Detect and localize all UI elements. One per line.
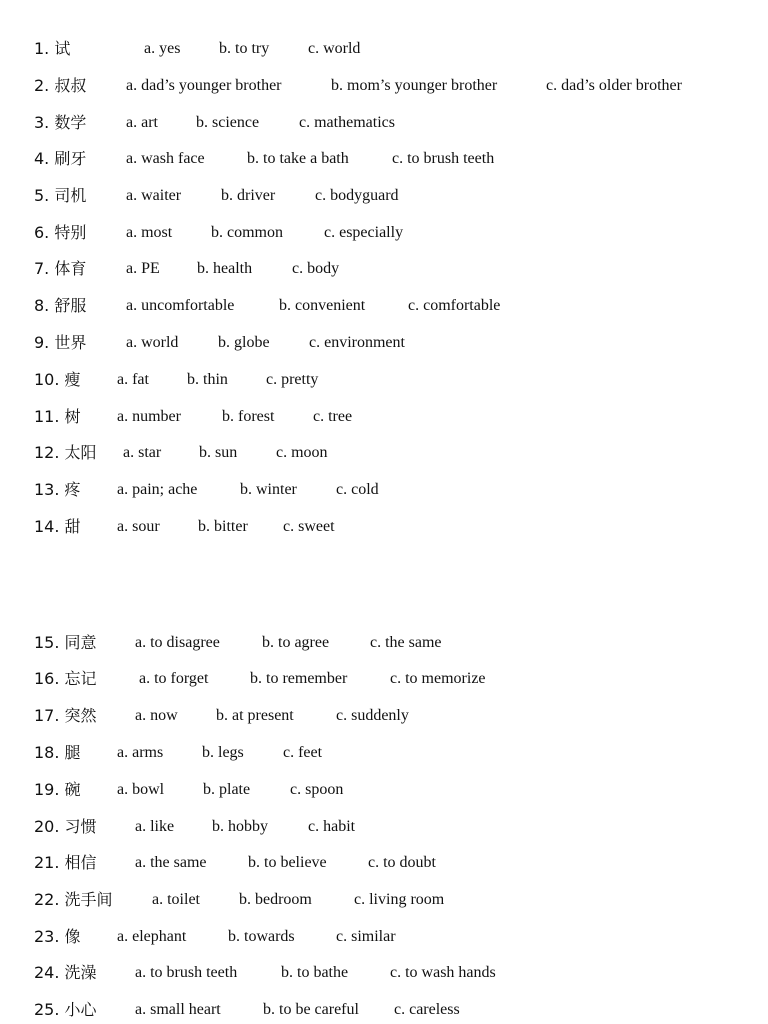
option-c: c. the same: [370, 634, 442, 651]
option-b: b. towards: [228, 928, 295, 945]
question-term: 7. 体育: [34, 259, 87, 278]
option-c: c. to doubt: [368, 854, 436, 871]
option-b: b. sun: [199, 444, 238, 461]
option-c: c. spoon: [290, 781, 344, 798]
question-term: 25. 小心: [34, 1000, 97, 1019]
question-term: 23. 像: [34, 927, 81, 946]
question-term: 10. 瘦: [34, 370, 81, 389]
question-term: 24. 洗澡: [34, 963, 97, 982]
question-term: 6. 特别: [34, 223, 87, 242]
question-term: 2. 叔叔: [34, 76, 87, 95]
option-c: c. to wash hands: [390, 964, 496, 981]
question-term: 18. 腿: [34, 743, 81, 762]
option-c: c. dad’s older brother: [546, 77, 682, 94]
option-c: c. moon: [276, 444, 328, 461]
option-b: b. hobby: [212, 818, 268, 835]
option-c: c. to brush teeth: [392, 150, 495, 167]
option-c: c. cold: [336, 481, 379, 498]
option-c: c. similar: [336, 928, 396, 945]
option-a: a. toilet: [152, 891, 200, 908]
option-b: b. winter: [240, 481, 297, 498]
option-c: c. environment: [309, 334, 405, 351]
option-a: a. small heart: [135, 1001, 221, 1018]
option-c: c. mathematics: [299, 114, 395, 131]
option-b: b. to believe: [248, 854, 327, 871]
option-a: a. to disagree: [135, 634, 220, 651]
option-b: b. bedroom: [239, 891, 312, 908]
option-c: c. to memorize: [390, 670, 486, 687]
option-a: a. world: [126, 334, 179, 351]
option-b: b. mom’s younger brother: [331, 77, 498, 94]
question-term: 5. 司机: [34, 186, 87, 205]
option-c: c. feet: [283, 744, 323, 761]
option-b: b. plate: [203, 781, 251, 798]
option-b: b. science: [196, 114, 260, 131]
option-a: a. star: [123, 444, 162, 461]
option-b: b. to bathe: [281, 964, 349, 981]
question-term: 8. 舒服: [34, 296, 87, 315]
option-a: a. number: [117, 408, 181, 425]
option-a: a. dad’s younger brother: [126, 77, 282, 94]
option-b: b. globe: [218, 334, 270, 351]
option-a: a. yes: [144, 40, 181, 57]
option-a: a. waiter: [126, 187, 182, 204]
option-b: b. to try: [219, 40, 270, 57]
option-c: c. world: [308, 40, 361, 57]
option-c: c. careless: [394, 1001, 460, 1018]
question-term: 20. 习惯: [34, 817, 97, 836]
option-c: c. tree: [313, 408, 353, 425]
option-c: c. sweet: [283, 518, 335, 535]
question-term: 11. 树: [34, 407, 81, 426]
option-b: b. to be careful: [263, 1001, 359, 1018]
option-c: c. body: [292, 260, 340, 277]
option-b: b. bitter: [198, 518, 248, 535]
question-term: 15. 同意: [34, 633, 97, 652]
question-term: 9. 世界: [34, 333, 87, 352]
option-a: a. arms: [117, 744, 164, 761]
question-term: 3. 数学: [34, 113, 87, 132]
option-b: b. driver: [221, 187, 276, 204]
option-b: b. to agree: [262, 634, 330, 651]
option-b: b. to remember: [250, 670, 348, 687]
option-a: a. bowl: [117, 781, 165, 798]
question-term: 14. 甜: [34, 517, 81, 536]
option-b: b. to take a bath: [247, 150, 349, 167]
question-term: 13. 疼: [34, 480, 81, 499]
option-c: c. living room: [354, 891, 445, 908]
option-a: a. wash face: [126, 150, 205, 167]
option-b: b. health: [197, 260, 253, 277]
option-b: b. common: [211, 224, 283, 241]
question-term: 21. 相信: [34, 853, 97, 872]
option-b: b. legs: [202, 744, 244, 761]
option-a: a. pain; ache: [117, 481, 198, 498]
option-a: a. most: [126, 224, 173, 241]
option-a: a. like: [135, 818, 175, 835]
option-c: c. especially: [324, 224, 404, 241]
option-a: a. elephant: [117, 928, 187, 945]
option-a: a. PE: [126, 260, 160, 277]
option-b: b. at present: [216, 707, 294, 724]
option-c: c. habit: [308, 818, 356, 835]
option-a: a. now: [135, 707, 178, 724]
option-c: c. suddenly: [336, 707, 409, 724]
option-b: b. thin: [187, 371, 228, 388]
option-a: a. to brush teeth: [135, 964, 238, 981]
option-a: a. sour: [117, 518, 160, 535]
option-a: a. fat: [117, 371, 149, 388]
option-a: a. art: [126, 114, 158, 131]
question-term: 12. 太阳: [34, 443, 97, 462]
question-term: 22. 洗手间: [34, 890, 113, 909]
question-term: 16. 忘记: [34, 669, 97, 688]
option-c: c. pretty: [266, 371, 319, 388]
option-c: c. comfortable: [408, 297, 501, 314]
question-term: 1. 试: [34, 39, 71, 58]
question-term: 19. 碗: [34, 780, 81, 799]
option-a: a. the same: [135, 854, 207, 871]
option-a: a. uncomfortable: [126, 297, 235, 314]
question-term: 4. 刷牙: [34, 149, 87, 168]
option-b: b. forest: [222, 408, 275, 425]
question-term: 17. 突然: [34, 706, 97, 725]
option-a: a. to forget: [139, 670, 209, 687]
option-b: b. convenient: [279, 297, 366, 314]
option-c: c. bodyguard: [315, 187, 399, 204]
